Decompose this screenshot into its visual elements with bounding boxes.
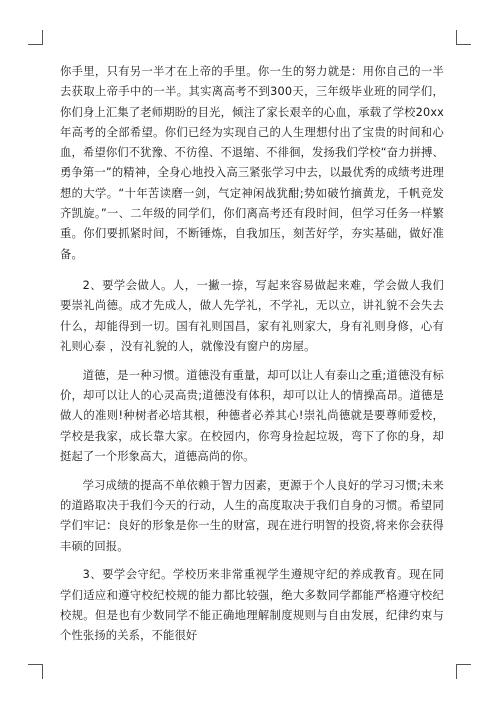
paragraph-2: 2、要学会做人。人，一撇一捺，写起来容易做起来难，学会做人我们要崇礼尚德。成才先成人，做人先学礼，不学礼，无以立，讲礼貌不会失去什么，却能得到一切。国有礼则国昌，家有礼则家大，身有礼则身修，心有礼则心泰 ，没有礼貌的人，就像没有窗户的房屋。: [60, 278, 444, 353]
paragraph-5: 3、要学会守纪。学校历来非常重视学生遵规守纪的养成教育。现在同学们适应和遵守校纪校规的能力都比较强，绝大多数同学都能严格遵守校纪校规。但是也有少数同学不能正确地理解制度规则与自由发展，纪律约束与个性张扬的关系，不能很好: [60, 568, 444, 643]
paragraph-4: 学习成绩的提高不单依赖于智力因素，更源于个人良好的学习习惯;未来的道路取决于我们今天的行动，人生的高度取决于我们自身的习惯。希望同学们牢记：良好的形象是你一生的财富，现在进行明智的投资,将来你会获得丰硕的回报。: [60, 478, 444, 553]
crop-mark-bottom-right: [456, 664, 471, 679]
document-body: [60, 62, 444, 655]
crop-mark-top-right: [456, 30, 471, 45]
paragraph-3: 道德，是一种习惯。道德没有重量，却可以让人有泰山之重;道德没有标价，却可以让人的心灵高贵;道德没有体积，却可以让人的情操高昂。道德是做人的准则!种树者必培其根，种德者必养其心!崇礼尚德就是要尊师爱校，学校是我家，成长靠大家。在校园内，你弯身捡起垃圾，弯下了你的身，却挺起了一个形象高大，道德高尚的你。: [60, 368, 444, 463]
crop-mark-top-left: [28, 30, 43, 45]
paragraph-1: 你手里，只有另一半才在上帝的手里。你一生的努力就是：用你自己的一半去获取上帝手中的一半。其实离高考不到300天，三年级毕业班的同学们，你们身上汇集了老师期盼的目光，倾注了家长艰辛的心血，承载了学校20xx年高考的全部希望。你们已经为实现自己的人生理想付出了宝贵的时间和心血，希望你们不犹豫、不彷徨、不退缩、不徘徊，发扬我们学校“奋力拼搏、勇争第一”的精神，全身心地投入高三紧张学习中去，以最优秀的成绩考进理想的大学。“十年苦读磨一剑，气定神闲战犹酣;势如破竹摘黄龙，千帆竞发齐凯旋。”一、二年级的同学们，你们离高考还有段时间，但学习任务一样繁重。你们要抓紧时间，不断锤炼，自我加压，刻苦好学，夯实基础，做好准备。: [60, 65, 444, 261]
crop-mark-bottom-left: [28, 664, 43, 679]
